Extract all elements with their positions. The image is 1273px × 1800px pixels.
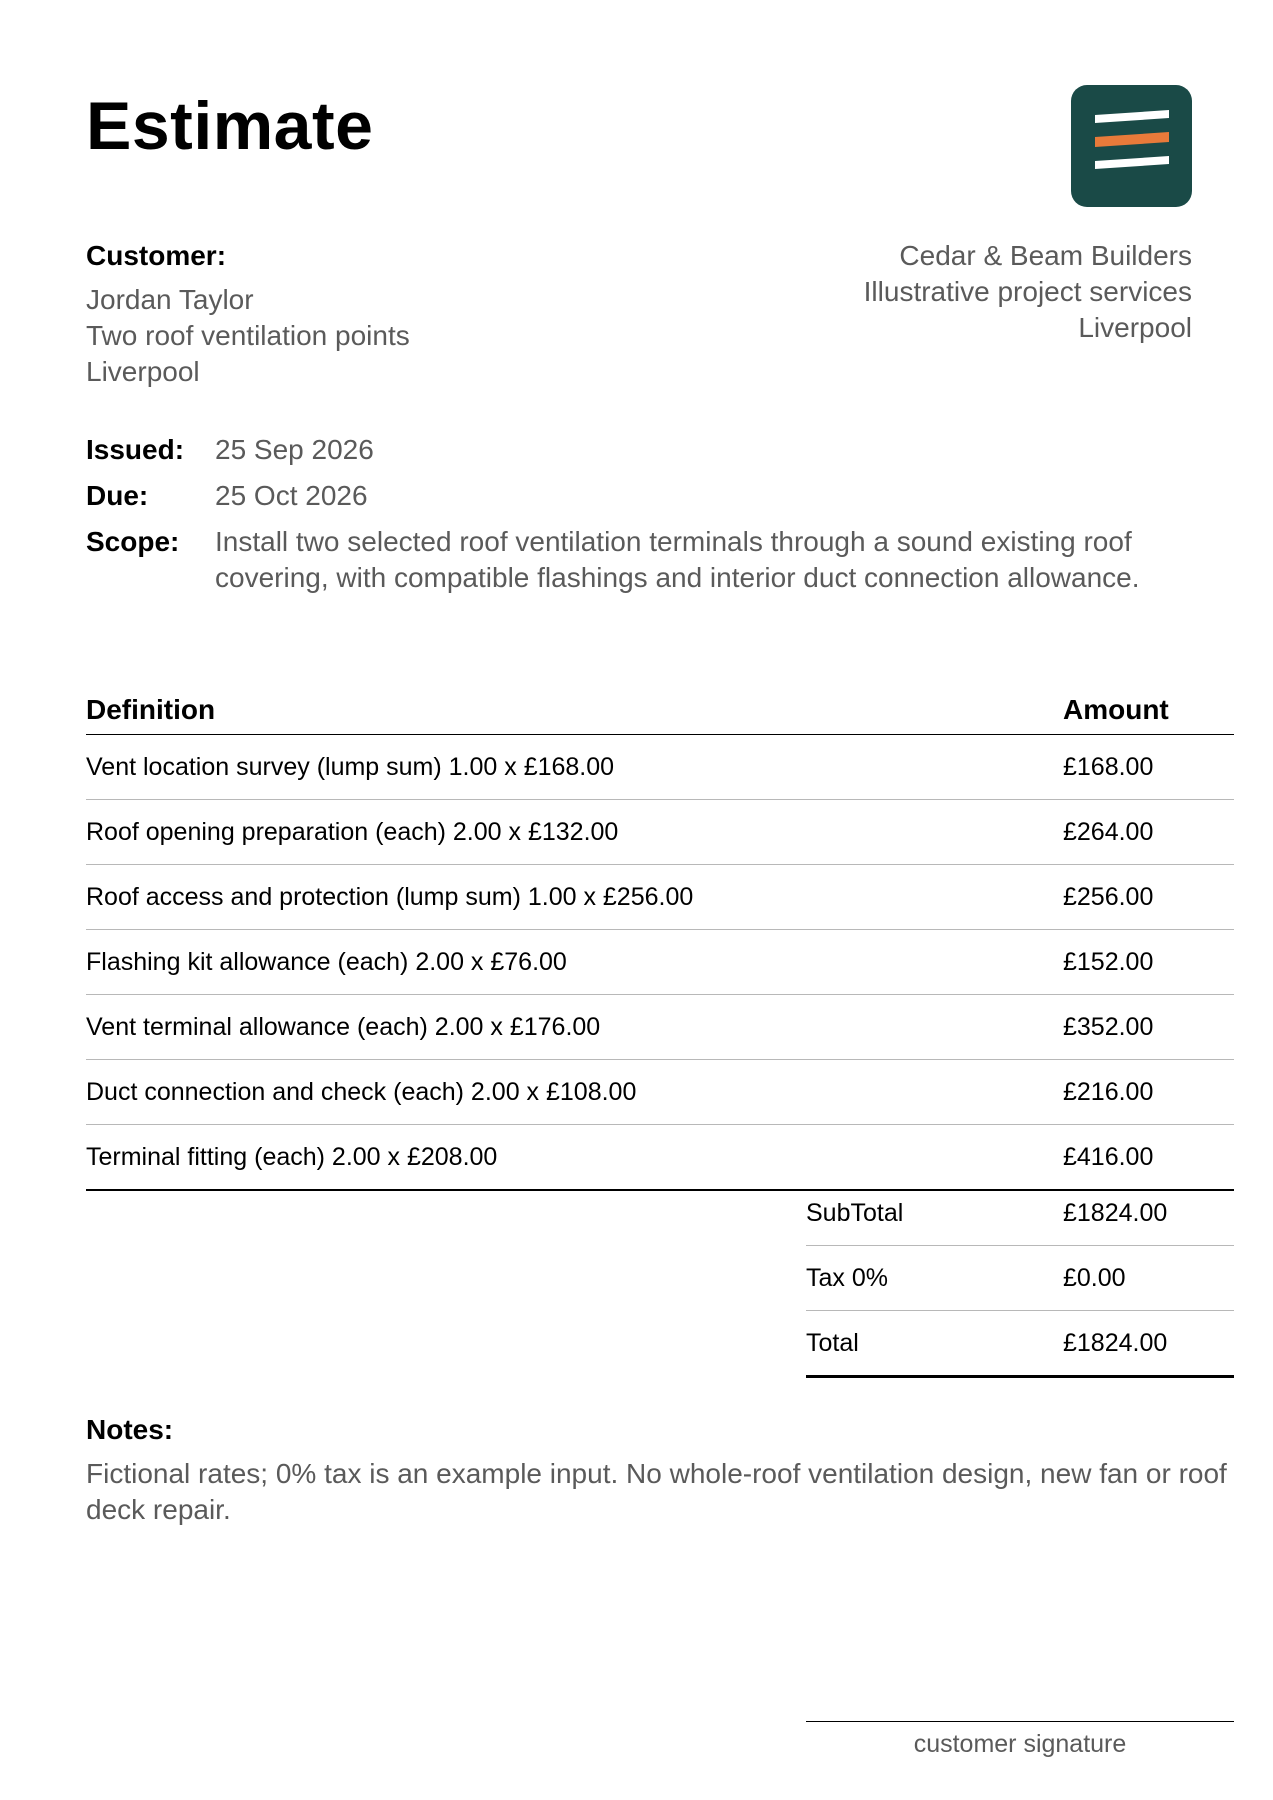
scope-label: Scope:	[86, 526, 180, 557]
row-amount: £168.00	[1063, 752, 1154, 781]
document-title: Estimate	[86, 88, 374, 164]
customer-label: Customer:	[86, 240, 227, 271]
total-label: Total	[806, 1328, 859, 1357]
table-row	[86, 800, 1234, 865]
company-name: Cedar & Beam Builders	[899, 240, 1192, 271]
total-row	[806, 1311, 1234, 1378]
row-amount: £352.00	[1063, 1012, 1154, 1041]
tax-row	[806, 1246, 1234, 1311]
due-label: Due:	[86, 480, 149, 511]
row-definition: Vent location survey (lump sum) 1.00 x £168.00	[86, 752, 615, 781]
notes-block	[86, 1412, 1236, 1528]
subtotal-value: £1824.00	[1063, 1198, 1168, 1227]
row-amount: £416.00	[1063, 1142, 1154, 1171]
issued-row	[86, 432, 1192, 468]
tax-value: £0.00	[1063, 1263, 1126, 1292]
total-value: £1824.00	[1063, 1328, 1168, 1357]
line-items-table	[86, 690, 1234, 1191]
issued-date: 25 Sep 2026	[215, 434, 374, 465]
definition-header: Definition	[86, 694, 216, 725]
customer-project: Two roof ventilation points	[86, 320, 410, 351]
row-amount: £152.00	[1063, 947, 1154, 976]
subtotal-row	[806, 1181, 1234, 1246]
issued-label: Issued:	[86, 434, 185, 465]
row-definition: Roof opening preparation (each) 2.00 x £132.00	[86, 817, 619, 846]
tax-label: Tax 0%	[806, 1263, 888, 1292]
company-city: Liverpool	[1078, 312, 1192, 343]
row-amount: £256.00	[1063, 882, 1154, 911]
company-block	[632, 238, 1192, 346]
table-row	[86, 735, 1234, 800]
signature-label: customer signature	[913, 1730, 1127, 1758]
subtotal-label: SubTotal	[806, 1198, 904, 1227]
customer-city: Liverpool	[86, 356, 200, 387]
totals-table	[806, 1181, 1234, 1378]
row-definition: Vent terminal allowance (each) 2.00 x £176.00	[86, 1012, 601, 1041]
amount-header: Amount	[1063, 694, 1169, 725]
table-row	[86, 865, 1234, 930]
layers-icon	[1071, 85, 1192, 207]
notes-text: Fictional rates; 0% tax is an example input. No whole-roof ventilation design, new fan or roof deck repair.	[86, 1458, 1227, 1525]
company-logo	[1071, 85, 1192, 207]
company-tagline: Illustrative project services	[863, 276, 1192, 307]
customer-block	[86, 238, 646, 390]
table-row	[86, 1060, 1234, 1125]
scope-text: Install two selected roof ventilation terminals through a sound existing roof covering, with compatible flashings and interior duct connection allowance.	[215, 526, 1140, 593]
row-definition: Duct connection and check (each) 2.00 x £108.00	[86, 1077, 637, 1106]
row-definition: Terminal fitting (each) 2.00 x £208.00	[86, 1142, 498, 1171]
due-date: 25 Oct 2026	[215, 480, 368, 511]
table-row	[86, 995, 1234, 1060]
signature-line	[806, 1721, 1234, 1759]
table-row	[86, 930, 1234, 995]
estimate-meta	[86, 432, 1192, 606]
due-row	[86, 478, 1192, 514]
row-amount: £264.00	[1063, 817, 1154, 846]
row-amount: £216.00	[1063, 1077, 1154, 1106]
scope-row	[86, 524, 1192, 596]
table-body	[86, 735, 1234, 1191]
row-definition: Roof access and protection (lump sum) 1.00 x £256.00	[86, 882, 694, 911]
table-header	[86, 690, 1234, 735]
row-definition: Flashing kit allowance (each) 2.00 x £76.00	[86, 947, 567, 976]
customer-name: Jordan Taylor	[86, 284, 254, 315]
notes-label: Notes:	[86, 1414, 174, 1445]
